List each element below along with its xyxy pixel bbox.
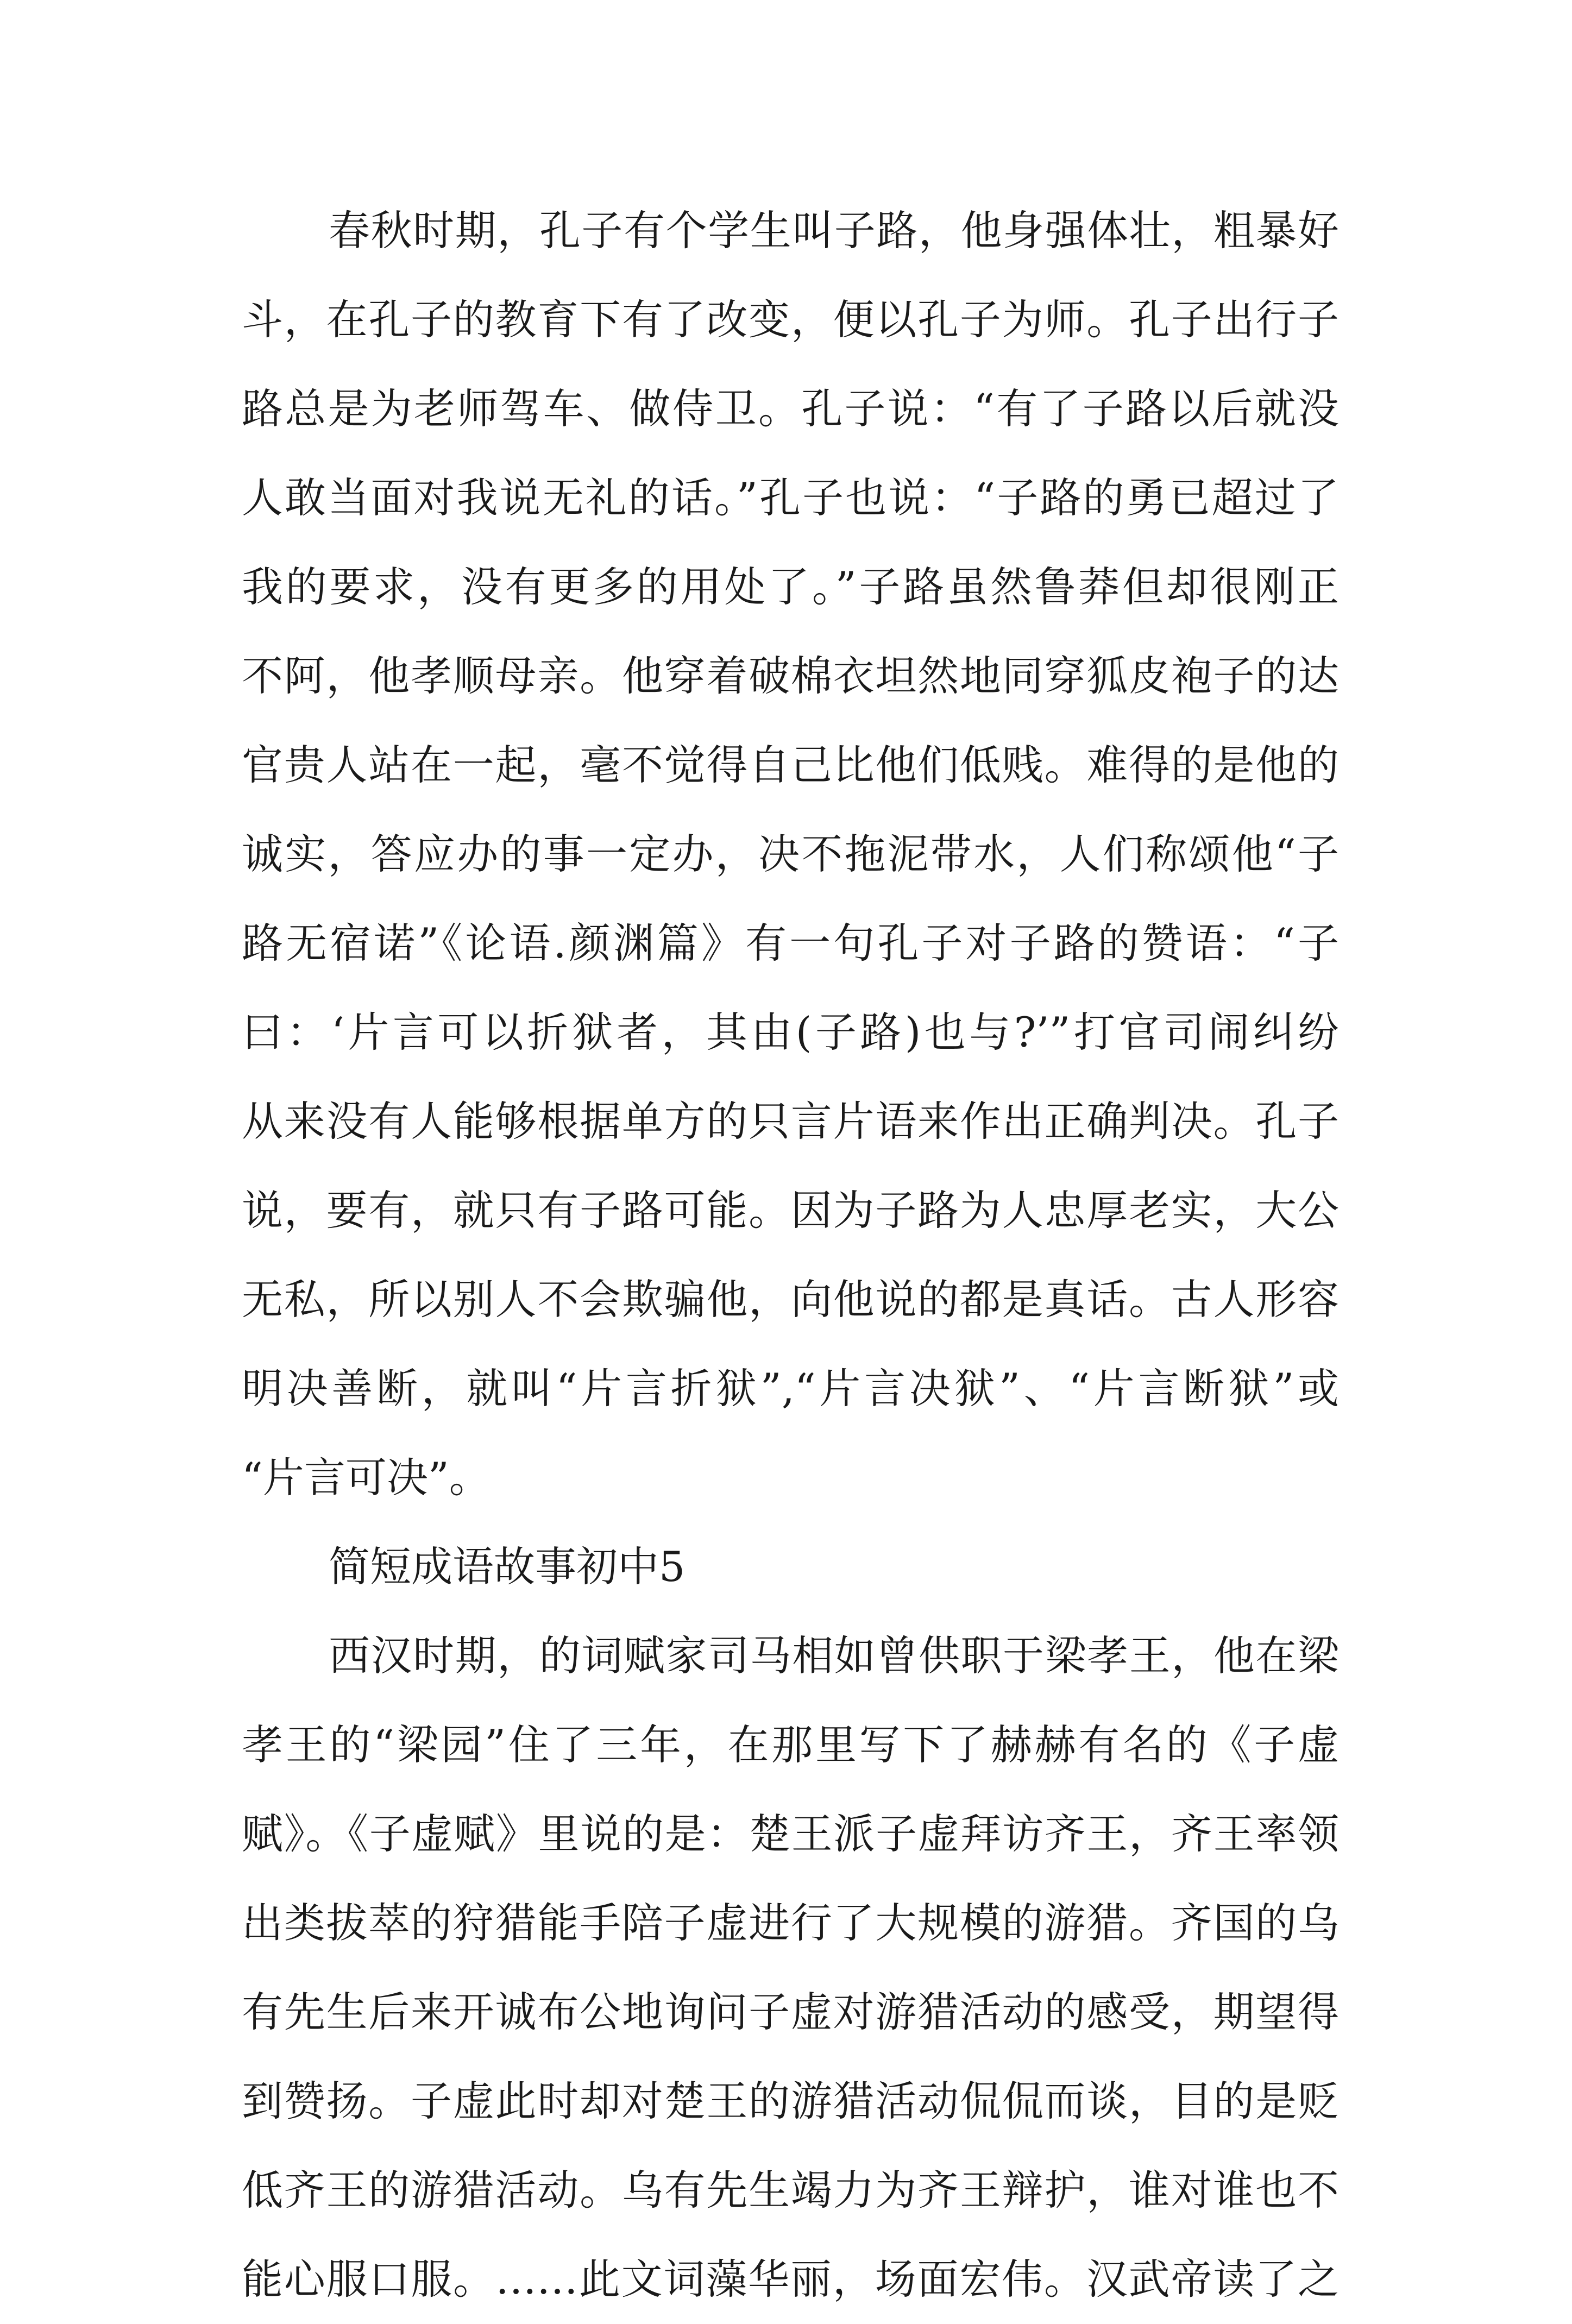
paragraph-2	[242, 1611, 1339, 2324]
paragraph-line: 路总是为老师驾车、做侍卫。孔子说：“有了子路以后就没	[242, 385, 1339, 433]
paragraph-line: 说，要有，就只有子路可能。因为子路为人忠厚老实，大公	[242, 1186, 1339, 1235]
paragraph-line: 西汉时期，的词赋家司马相如曾供职于梁孝王，他在梁	[329, 1632, 1339, 1680]
paragraph-line: 到赞扬。子虚此时却对楚王的游猎活动侃侃而谈，目的是贬	[242, 2077, 1339, 2125]
paragraph-line: 孝王的“梁园”住了三年，在那里写下了赫赫有名的《子虚	[242, 1721, 1339, 1769]
paragraph-line: 斗，在孔子的教育下有了改变，便以孔子为师。孔子出行子	[242, 295, 1339, 344]
paragraph-line: 我的要求，没有更多的用处了。”子路虽然鲁莽但却很刚正	[242, 563, 1339, 611]
paragraph-line: 出类拔萃的狩猎能手陪子虚进行了大规模的游猎。齐国的乌	[242, 1899, 1339, 1947]
paragraph-line: 不阿，他孝顺母亲。他穿着破棉衣坦然地同穿狐皮袍子的达	[242, 652, 1339, 700]
paragraph-line: 诚实，答应办的事一定办，决不拖泥带水，人们称颂他“子	[242, 830, 1339, 878]
paragraph-line: 从来没有人能够根据单方的只言片语来作出正确判决。孔子	[242, 1097, 1339, 1145]
section-heading	[242, 1522, 1339, 1611]
paragraph-line: 曰：‘片言可以折狱者，其由(子路)也与?’”打官司闹纠纷	[242, 1008, 1339, 1056]
paragraph-line: 有先生后来开诚布公地询问子虚对游猎活动的感受，期望得	[242, 1988, 1339, 2036]
paragraph-line: 无私，所以别人不会欺骗他，向他说的都是真话。古人形容	[242, 1275, 1339, 1324]
heading-text: 简短成语故事初中5	[329, 1542, 686, 1591]
paragraph-line: 官贵人站在一起，毫不觉得自己比他们低贱。难得的是他的	[242, 741, 1339, 789]
paragraph-line: 明决善断，就叫“片言折狱”,“片言决狱”、“片言断狱”或	[242, 1364, 1339, 1413]
paragraph-line: 能心服口服。……此文词藻华丽，场面宏伟。汉武帝读了之	[242, 2255, 1339, 2303]
paragraph-line: 人敢当面对我说无礼的话。”孔子也说：“子路的勇已超过了	[242, 474, 1339, 522]
paragraph-1	[242, 186, 1339, 1522]
paragraph-line: 赋》。《子虚赋》里说的是：楚王派子虚拜访齐王，齐王率领	[242, 1810, 1339, 1858]
paragraph-line: 路无宿诺”《论语.颜渊篇》有一句孔子对子路的赞语：“子	[242, 919, 1339, 967]
paragraph-line: 低齐王的游猎活动。乌有先生竭力为齐王辩护，谁对谁也不	[242, 2166, 1339, 2214]
paragraph-line: 春秋时期，孔子有个学生叫子路，他身强体壮，粗暴好	[329, 206, 1339, 255]
paragraph-line: “片言可决”。	[242, 1453, 491, 1502]
